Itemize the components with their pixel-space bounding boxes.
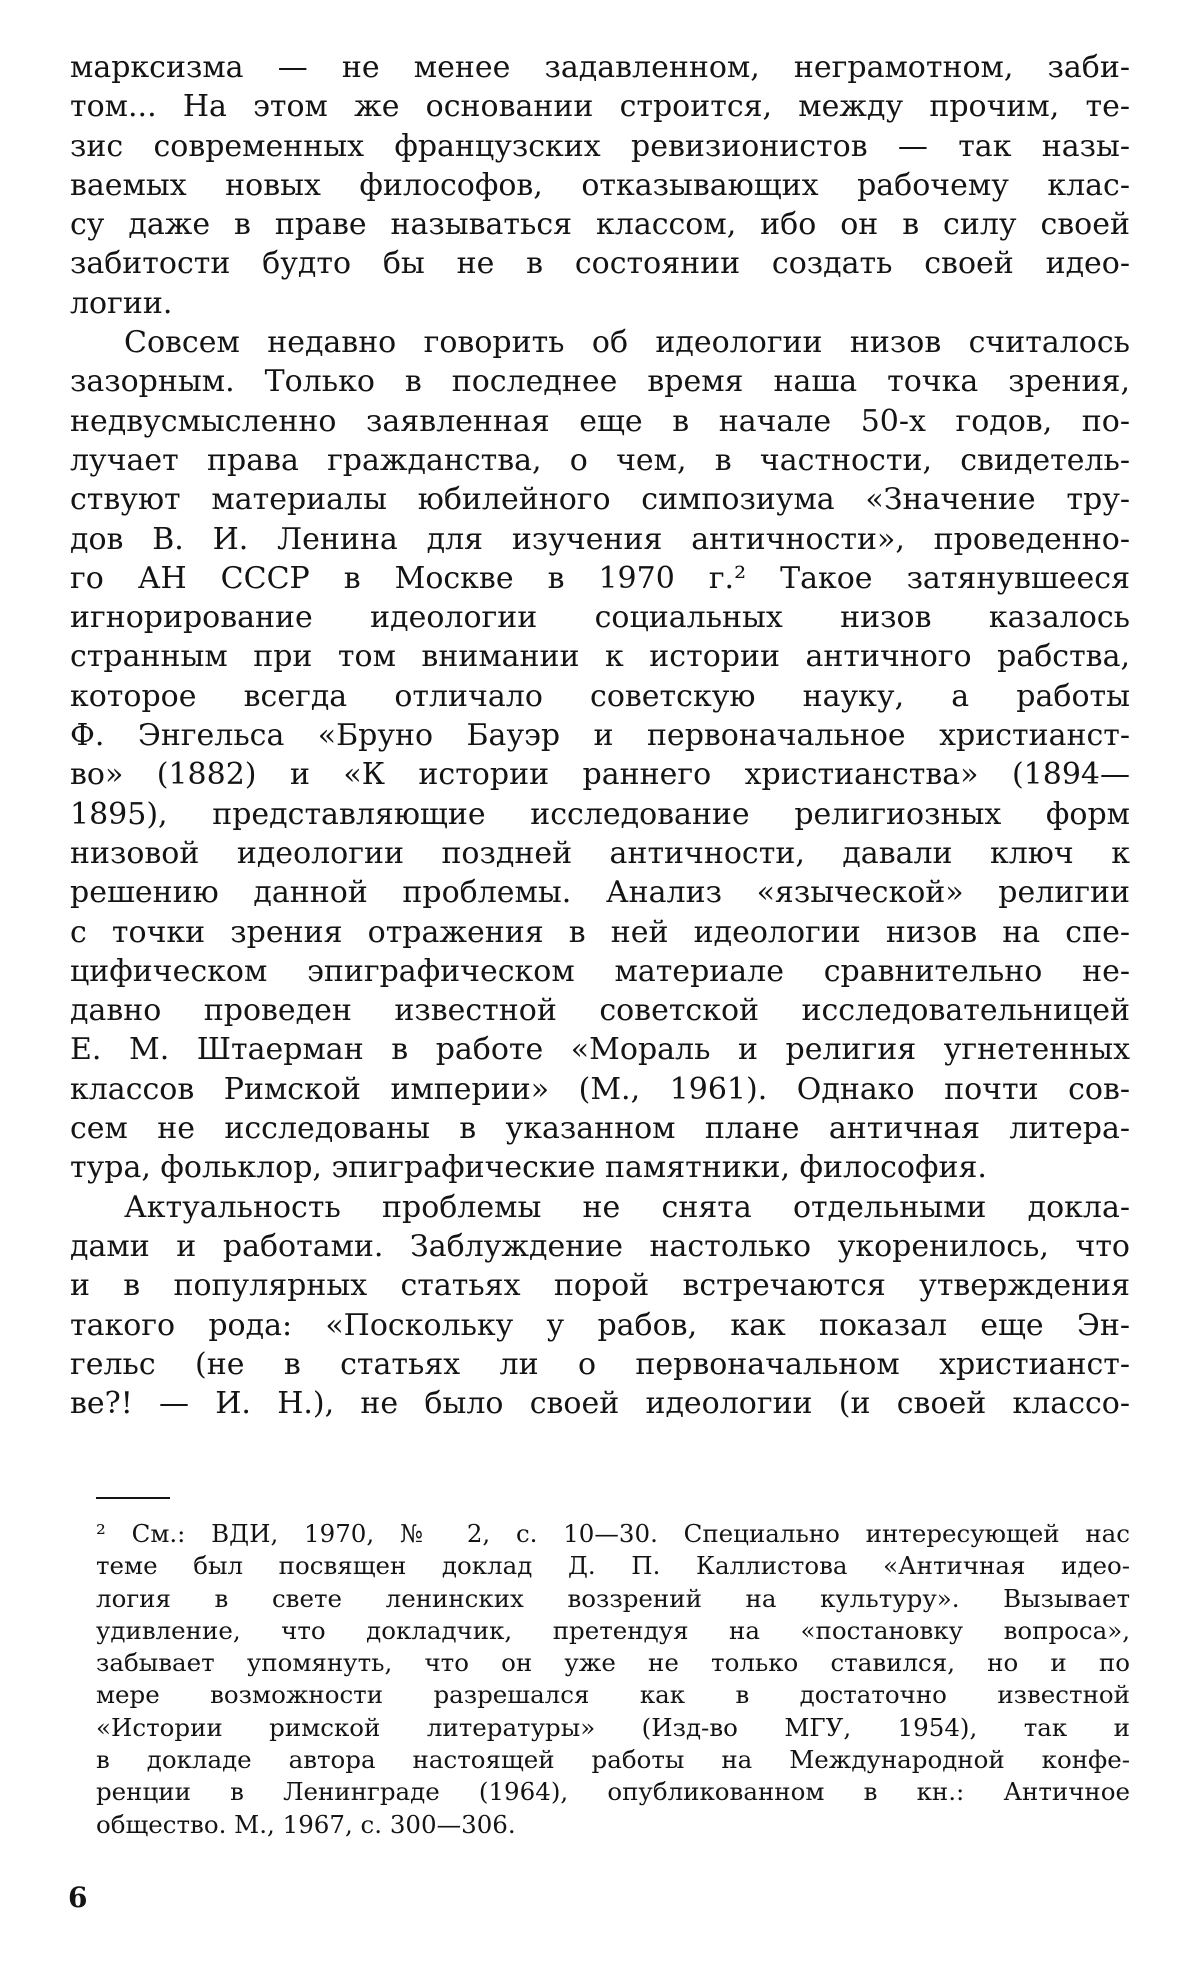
paragraph-first-line: Актуальность проблемы не снята отдельными докла- — [124, 1189, 1130, 1225]
paragraph-first-line: Совсем недавно говорить об идеологии низов считалось — [124, 325, 1130, 361]
footnote-line: логия в свете ленинских воззрений на культуру». Вызывает — [96, 1583, 1130, 1613]
text-line: 1895), представляющие исследование религиозных форм — [70, 796, 1130, 832]
main-text-block — [70, 48, 1130, 1423]
text-line: ве?! — И. Н.), не было своей идеологии (и своей классо- — [70, 1386, 1130, 1422]
text-line: зазорным. Только в последнее время наша точка зрения, — [70, 364, 1130, 400]
footnote-line: забывает упомянуть, что он уже не только ставился, но и по — [96, 1648, 1130, 1678]
footnote-line: ренции в Ленинграде (1964), опубликованном в кн.: Античное — [96, 1777, 1130, 1807]
footnote-line: общество. М., 1967, с. 300—306. — [96, 1809, 516, 1839]
text-line: Е. М. Штаерман в работе «Мораль и религия угнетенных — [70, 1032, 1130, 1068]
page-number: 6 — [68, 1881, 88, 1914]
text-line: с точки зрения отражения в ней идеологии низов на спе- — [70, 914, 1130, 950]
text-line: классов Римской империи» (М., 1961). Однако почти сов- — [70, 1071, 1130, 1107]
footnote-divider — [96, 1497, 170, 1499]
footnote-line: удивление, что докладчик, претендуя на «постановку вопроса», — [96, 1615, 1130, 1645]
text-line: такого рода: «Поскольку у рабов, как показал еще Эн- — [70, 1307, 1130, 1343]
text-line: решению данной проблемы. Анализ «языческой» религии — [70, 875, 1130, 911]
footnote-line: в докладе автора настоящей работы на Международной конфе- — [96, 1745, 1130, 1775]
text-line: странным при том внимании к истории античного рабства, — [70, 639, 1130, 675]
footnote-block — [96, 1518, 1130, 1841]
text-line: лучает права гражданства, о чем, в частности, свидетель- — [70, 442, 1130, 478]
text-line: низовой идеологии поздней античности, давали ключ к — [70, 835, 1130, 871]
text-line: дов В. И. Ленина для изучения античности», проведенно- — [70, 521, 1130, 557]
text-line: недвусмысленно заявленная еще в начале 50-х годов, по- — [70, 403, 1130, 439]
text-line: Ф. Энгельса «Бруно Бауэр и первоначальное христианст- — [70, 718, 1130, 754]
text-line: игнорирование идеологии социальных низов казалось — [70, 600, 1130, 636]
footnote-line: теме был посвящен доклад Д. П. Каллистова «Античная идео- — [96, 1551, 1130, 1581]
text-line: логии. — [70, 285, 173, 321]
footnote-line: ² См.: ВДИ, 1970, № 2, с. 10—30. Специально интересующей нас — [96, 1519, 1130, 1548]
text-line: ствуют материалы юбилейного симпозиума «Значение тру- — [70, 482, 1130, 518]
text-line: ваемых новых философов, отказывающих рабочему клас- — [70, 167, 1130, 203]
text-line: и в популярных статьях порой встречаются утверждения — [70, 1268, 1130, 1304]
footnote-line: «Истории римской литературы» (Изд-во МГУ, 1954), так и — [96, 1712, 1130, 1742]
text-line: забитости будто бы не в состоянии создать своей идео- — [70, 246, 1130, 282]
text-line: марксизма — не менее задавленном, неграмотном, заби- — [70, 50, 1130, 85]
text-line: во» (1882) и «К истории раннего христианства» (1894— — [70, 757, 1130, 793]
text-line: сем не исследованы в указанном плане античная литера- — [70, 1111, 1130, 1147]
text-line: су даже в праве называться классом, ибо он в силу своей — [70, 207, 1130, 243]
footnote-line: мере возможности разрешался как в достаточно известной — [96, 1680, 1130, 1710]
text-line: зис современных французских ревизионистов — так назы- — [70, 128, 1130, 164]
text-line: гельс (не в статьях ли о первоначальном христианст- — [70, 1346, 1130, 1382]
text-line: том... На этом же основании строится, между прочим, те- — [70, 89, 1130, 125]
text-line: давно проведен известной советской исследовательницей — [70, 993, 1130, 1029]
text-line: дами и работами. Заблуждение настолько укоренилось, что — [70, 1228, 1130, 1264]
text-line: тура, фольклор, эпиграфические памятники, философия. — [70, 1150, 987, 1186]
text-line: которое всегда отличало советскую науку, а работы — [70, 678, 1130, 714]
text-line: го АН СССР в Москве в 1970 г.² Такое затянувшееся — [70, 560, 1130, 596]
text-line: цифическом эпиграфическом материале сравнительно не- — [70, 953, 1130, 989]
